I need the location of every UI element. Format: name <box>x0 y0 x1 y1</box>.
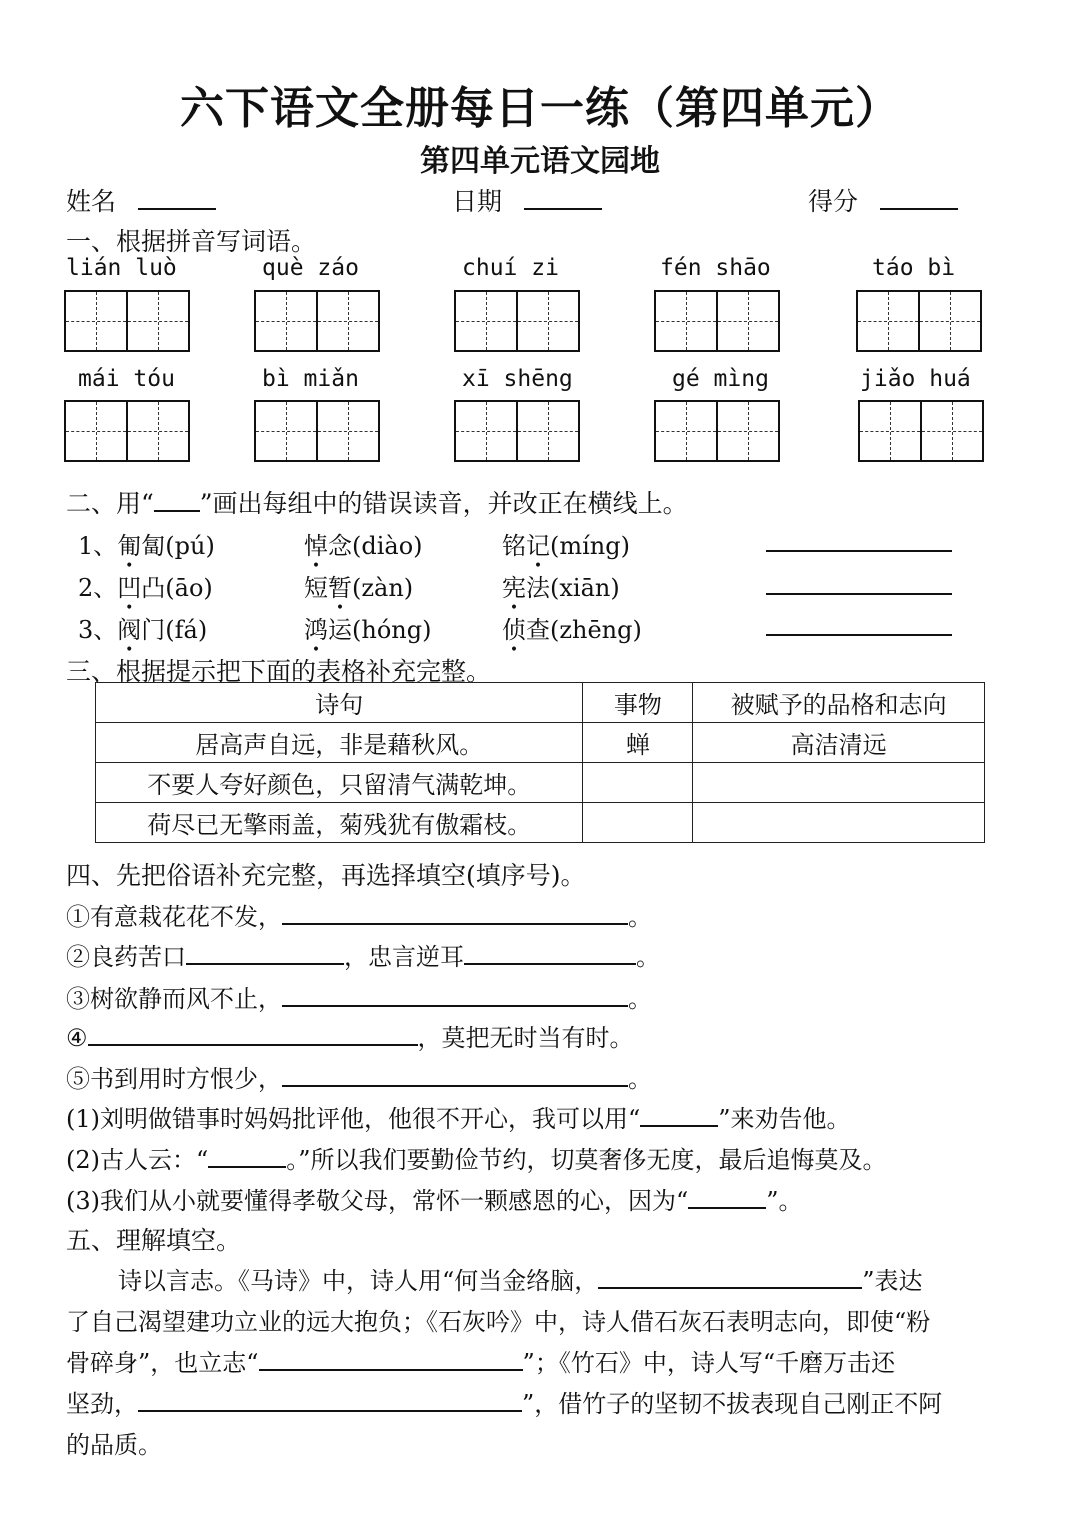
fill-blank[interactable] <box>208 1146 286 1168</box>
writing-grid[interactable] <box>64 400 190 462</box>
paragraph-text: 诗以言志。《马诗》中，诗人用“何当金络脑， <box>118 1267 599 1295</box>
poem-table <box>95 682 985 843</box>
question-text: (3)我们从小就要懂得孝敬父母，常怀一颗感恩的心，因为“ <box>66 1187 689 1215</box>
paragraph-text: ”，借竹子的坚韧不拔表现自己刚正不阿 <box>522 1390 943 1418</box>
fill-blank[interactable] <box>88 1024 418 1046</box>
poem-cell: 不要人夸好颜色，只留清气满乾坤。 <box>96 763 583 803</box>
pinyin-label: què záo <box>262 255 359 281</box>
question-text: ”。 <box>766 1187 803 1215</box>
question-2 <box>66 1140 887 1175</box>
question-text: (2)古人云：“ <box>66 1146 209 1174</box>
fill-blank[interactable] <box>138 1390 522 1412</box>
section4-heading: 四、先把俗语补充完整，再选择填空(填序号)。 <box>66 861 586 890</box>
writing-grid[interactable] <box>254 400 380 462</box>
dotted-char[interactable]: 阀 <box>117 616 142 644</box>
page-subtitle: 第四单元语文园地 <box>420 144 660 179</box>
writing-grid[interactable] <box>856 290 982 352</box>
period: 。 <box>628 1065 652 1093</box>
word-rest: 匐(pú) <box>141 532 215 560</box>
word-rest: 念(diào) <box>328 532 423 560</box>
row-number: 1、 <box>78 532 118 560</box>
paragraph-text: 骨碎身”，也立志“ <box>66 1349 259 1377</box>
word-rest: 查(zhēng) <box>526 616 642 644</box>
section2-heading-post: ”画出每组中的错误读音，并改正在横线上。 <box>199 489 688 518</box>
proverb-4 <box>66 1018 634 1053</box>
proverb-2 <box>66 937 660 972</box>
score-field <box>808 182 958 218</box>
paragraph-line-2: 了自己渴望建功立业的远大抱负；《石灰吟》中，诗人借石灰石表明志向，即使“粉 <box>66 1308 931 1336</box>
fill-blank[interactable] <box>598 1267 862 1289</box>
question-text: 。”所以我们要勤俭节约，切莫奢侈无度，最后追悔莫及。 <box>286 1146 887 1174</box>
score-blank[interactable] <box>880 188 958 210</box>
table-row <box>96 803 985 843</box>
writing-grid[interactable] <box>858 400 984 462</box>
writing-grid[interactable] <box>454 290 580 352</box>
table-row <box>96 763 985 803</box>
proverb-text: ④ <box>66 1024 88 1052</box>
pronunciation-word <box>304 610 431 645</box>
paragraph-text: ”表达 <box>862 1267 923 1295</box>
proverb-text: ③树欲静而风不止， <box>66 985 282 1013</box>
pronunciation-row-2 <box>78 568 213 603</box>
row-number: 2、 <box>78 574 118 602</box>
quality-cell[interactable] <box>693 803 985 843</box>
pinyin-label: gé mìng <box>672 366 769 392</box>
pronunciation-word <box>502 610 642 645</box>
dotted-char[interactable]: 鸿 <box>304 616 328 644</box>
correction-line[interactable] <box>766 550 952 552</box>
word-rest: (míng) <box>550 532 630 560</box>
fill-blank[interactable] <box>259 1349 523 1371</box>
poem-cell: 居高声自远，非是藉秋风。 <box>96 723 583 763</box>
header-object: 事物 <box>583 683 693 723</box>
paragraph-text: ”；《竹石》中，诗人写“千磨万击还 <box>522 1349 896 1377</box>
pinyin-label: chuí zi <box>462 255 559 281</box>
dotted-char[interactable]: 悼 <box>304 532 328 560</box>
name-field <box>66 182 216 218</box>
question-3 <box>66 1181 803 1216</box>
dotted-char[interactable]: 暂 <box>328 574 352 602</box>
pinyin-label: táo bì <box>872 255 956 281</box>
period: 。 <box>628 985 652 1013</box>
paragraph-line-5: 的品质。 <box>66 1431 162 1459</box>
word-rest: 凸(āo) <box>141 574 213 602</box>
page-title: 六下语文全册每日一练（第四单元） <box>180 83 900 134</box>
fill-blank[interactable] <box>282 985 628 1007</box>
writing-grid[interactable] <box>654 400 780 462</box>
pinyin-label: mái tóu <box>78 366 175 392</box>
writing-grid[interactable] <box>454 400 580 462</box>
fill-blank[interactable] <box>688 1187 766 1209</box>
pinyin-label: bì miǎn <box>262 366 359 392</box>
section2-heading <box>66 484 688 520</box>
pinyin-label: fén shāo <box>660 255 771 281</box>
pronunciation-word <box>304 568 413 603</box>
underline-sample <box>154 490 200 512</box>
paragraph-line-3 <box>66 1343 895 1378</box>
poem-cell: 荷尽已无擎雨盖，菊残犹有傲霜枝。 <box>96 803 583 843</box>
date-label: 日期 <box>452 187 503 216</box>
section3-heading: 三、根据提示把下面的表格补充完整。 <box>66 657 492 686</box>
proverb-text: ⑤书到用时方恨少， <box>66 1065 282 1093</box>
proverb-text: ，莫把无时当有时。 <box>417 1024 634 1052</box>
dotted-char[interactable]: 匍 <box>117 532 142 560</box>
date-field <box>452 182 602 218</box>
pronunciation-row-1 <box>78 526 215 561</box>
question-text: ”来劝告他。 <box>718 1105 851 1133</box>
word-rest: 运(hóng) <box>328 616 432 644</box>
pinyin-label: xī shēng <box>462 366 573 392</box>
writing-grid[interactable] <box>64 290 190 352</box>
correction-line[interactable] <box>766 634 952 636</box>
pronunciation-word <box>502 568 620 603</box>
date-blank[interactable] <box>524 188 602 210</box>
pinyin-label: jiǎo huá <box>860 366 971 392</box>
paragraph-line-4 <box>66 1384 942 1419</box>
table-header-row <box>96 683 985 723</box>
proverb-3 <box>66 979 652 1014</box>
header-poem: 诗句 <box>96 683 583 723</box>
section2-heading-pre: 二、用“ <box>66 489 154 518</box>
header-quality: 被赋予的品格和志向 <box>693 683 985 723</box>
dotted-char[interactable]: 记 <box>526 532 550 560</box>
pinyin-label: lián luò <box>66 255 177 281</box>
pronunciation-word <box>502 526 630 561</box>
object-cell: 蝉 <box>583 723 693 763</box>
word-pre: 铭 <box>502 532 526 560</box>
proverb-text: ①有意栽花花不发， <box>66 903 282 931</box>
correction-line[interactable] <box>766 593 952 595</box>
word-pre: 短 <box>304 574 328 602</box>
fill-blank[interactable] <box>464 943 636 965</box>
quality-cell: 高洁清远 <box>693 723 985 763</box>
paragraph-text: 坚劲， <box>66 1390 138 1418</box>
object-cell[interactable] <box>583 803 693 843</box>
row-number: 3、 <box>78 616 118 644</box>
paragraph-line-1 <box>118 1261 923 1296</box>
section1-heading: 一、根据拼音写词语。 <box>66 227 317 256</box>
writing-grid[interactable] <box>654 290 780 352</box>
proverb-1 <box>66 897 652 932</box>
question-text: (1)刘明做错事时妈妈批评他，他很不开心，我可以用“ <box>66 1105 641 1133</box>
object-cell[interactable] <box>583 763 693 803</box>
dotted-char[interactable]: 侦 <box>502 616 526 644</box>
proverb-5 <box>66 1059 652 1094</box>
dotted-char[interactable]: 宪 <box>502 574 526 602</box>
question-1 <box>66 1099 851 1134</box>
pronunciation-word <box>304 526 423 561</box>
quality-cell[interactable] <box>693 763 985 803</box>
word-rest: (zàn) <box>352 574 414 602</box>
dotted-char[interactable]: 凹 <box>117 574 142 602</box>
word-rest: 法(xiān) <box>526 574 620 602</box>
name-blank[interactable] <box>138 188 216 210</box>
proverb-text: ②良药苦口 <box>66 943 186 971</box>
fill-blank[interactable] <box>640 1105 718 1127</box>
fill-blank[interactable] <box>186 943 344 965</box>
name-label: 姓名 <box>66 187 117 216</box>
proverb-text: ，忠言逆耳 <box>344 943 464 971</box>
period: 。 <box>636 943 660 971</box>
score-label: 得分 <box>808 187 859 216</box>
section5-heading: 五、理解填空。 <box>66 1226 242 1255</box>
table-row <box>96 723 985 763</box>
pronunciation-row-3 <box>78 610 207 645</box>
fill-blank[interactable] <box>282 1065 628 1087</box>
word-rest: 门(fá) <box>141 616 208 644</box>
period: 。 <box>628 903 652 931</box>
writing-grid[interactable] <box>254 290 380 352</box>
fill-blank[interactable] <box>282 903 628 925</box>
